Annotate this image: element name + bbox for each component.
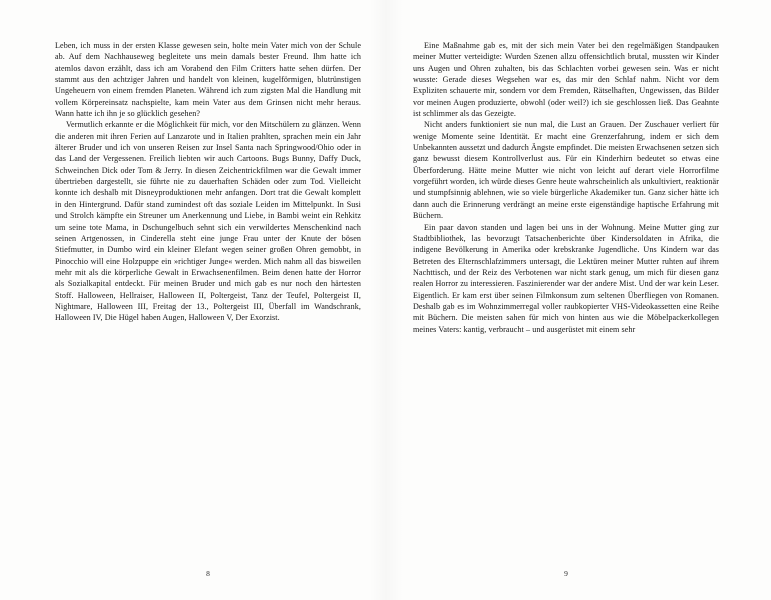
paragraph: Ein paar davon standen und lagen bei uns in der Wohnung. Meine Mutter ging zur Stadtbibliothek, las bevorzugt Tatsachenberichte über Kindersoldaten in Afrika, die indigene Bevölkerung in Amerika oder krebskranke Jugendliche. Uns Kindern war das Betreten des Elternschlafzimmers untersagt, die Lektüren meiner Mutter ruhten auf ihrem Nachttisch, und der Reiz des Verbotenen war nicht stark genug, um mich für diesen ganz realen Horror zu interessieren. Faszinierender war der andere Mist. Und der war kein Leser. Eigentlich. Er kam erst über seinen Filmkonsum zum seltenen Überfliegen von Romanen. Deshalb gab es im Wohnzimmerregal voller raubkopierter VHS-Videokassetten eine Reihe mit Büchern. Die meisten sahen für mich von hinten aus wie die Möbelpackerkollegen meines Vaters: kantig, verbraucht – und ausgerüstet mit einem sehr: [413, 222, 719, 334]
spread-columns: [0, 40, 771, 550]
page-number-left: 8: [206, 569, 210, 578]
left-page: [55, 40, 361, 550]
page-number-right: 9: [564, 569, 568, 578]
paragraph: Vermutlich erkannte er die Möglichkeit für mich, vor den Mitschülern zu glänzen. Wenn die anderen mit ihren Ferien auf Lanzarote und in Italien prahlten, sprachen mein ein Jahr älterer Bruder und ich von unseren Reisen zur Insel Santa nach Springwood/Ohio oder in das Land der Vergessenen. Freilich liebten wir auch Cartoons. Bugs Bunny, Daffy Duck, Schweinchen Dick oder Tom & Jerry. In diesen Zeichentrickfilmen war die Gewalt immer übertrieben dargestellt, sie führte nie zu dauerhaften Schäden oder zum Tod. Vielleicht konnte ich deshalb mit Disneyproduktionen mehr anfangen. Dort trat die Gewalt komplett in den Hintergrund. Dafür stand zumindest oft das soziale Leiden im Mittelpunkt. In Susi und Strolch kämpfte ein Streuner um Anerkennung und Liebe, in Bambi weint ein Rehkitz um seine tote Mama, in Dschungelbuch sehnt sich ein verwildertes Menschenkind nach seinen Artgenossen, in Cinderella steht eine junge Frau unter der Knute der bösen Stiefmutter, in Dumbo wird ein kleiner Elefant wegen seiner großen Ohren gemobbt, in Pinocchio will eine Holzpuppe ein »richtiger Junge« werden. Mich nahm all das bisweilen mehr mit als die körperliche Gewalt in Erwachsenenfilmen. Beim denen hatte der Horror als Sozialkapital entdeckt. Für meinen Bruder und mich gab es nur noch den härtesten Stoff. Halloween, Hellraiser, Halloween II, Poltergeist, Tanz der Teufel, Poltergeist II, Nightmare, Halloween III, Freitag der 13., Poltergeist III, Überfall im Wandschrank, Halloween IV, Die Hügel haben Augen, Halloween V, Der Exorzist.: [55, 120, 361, 323]
paragraph: Leben, ich muss in der ersten Klasse gewesen sein, holte mein Vater mich von der Schule ab. Auf dem Nachhauseweg begleitete uns mein damals bester Freund. Ihm hatte ich atemlos davon erzählt, dass ich am Vorabend den Film Critters hatte sehen dürfen. Der stammt aus den achtziger Jahren und handelt von kleinen, kugelförmigen, blutrünstigen Ungeheuern von einem fremden Planeten. Während ich zum zigsten Mal die Handlung mit vollem Körpereinsatz nachspielte, kam mein Vater aus dem Grinsen nicht mehr heraus. Wann hatte ich ihn je so glücklich gesehen?: [55, 41, 361, 119]
right-page: [413, 40, 719, 550]
paragraph: Nicht anders funktioniert sie nun mal, die Lust an Grauen. Der Zuschauer verliert für wenige Momente seine Identität. Er macht eine Grenzerfahrung, indem er sich dem Unbekannten aussetzt und dadurch Ängste empfindet. Die meisten Erwachsenen setzen sich ganz bewusst diesem Kontrollverlust aus. Für ein Kinderhirn bedeutet so etwas eine Überforderung. Hätte meine Mutter wie nicht von leicht auf derart viele Horrorfilme vorgeführt worden, ich würde dieses Genre heute wahrscheinlich als unkultiviert, reaktionär und stumpfsinnig ablehnen, wie so viele bürgerliche Akademiker tun. Ganz sicher hätte ich dann auch die Erinnerung verdrängt an meine erste eigenständige haptische Erfahrung mit Büchern.: [413, 120, 719, 221]
paragraph: Eine Maßnahme gab es, mit der sich mein Vater bei den regelmäßigen Standpauken meiner Mutter verteidigte: Wurden Szenen allzu offensichtlich brutal, mussten wir Kinder uns Augen und Ohren zuhalten, bis das Schlachten vorbei gewesen sein. Was er nicht wusste: Gerade dieses Wegsehen war es, das mir den Schlaf nahm. Nicht vor dem Expliziten schauerte mir, sondern vor dem Fremden, Rätselhaften, Ungewissen, das Bilder vor meinen Augen produzierte, obwohl (oder weil?) ich sie geschlossen ließ. Das Geahnte ist schlimmer als das Gezeigte.: [413, 41, 719, 119]
